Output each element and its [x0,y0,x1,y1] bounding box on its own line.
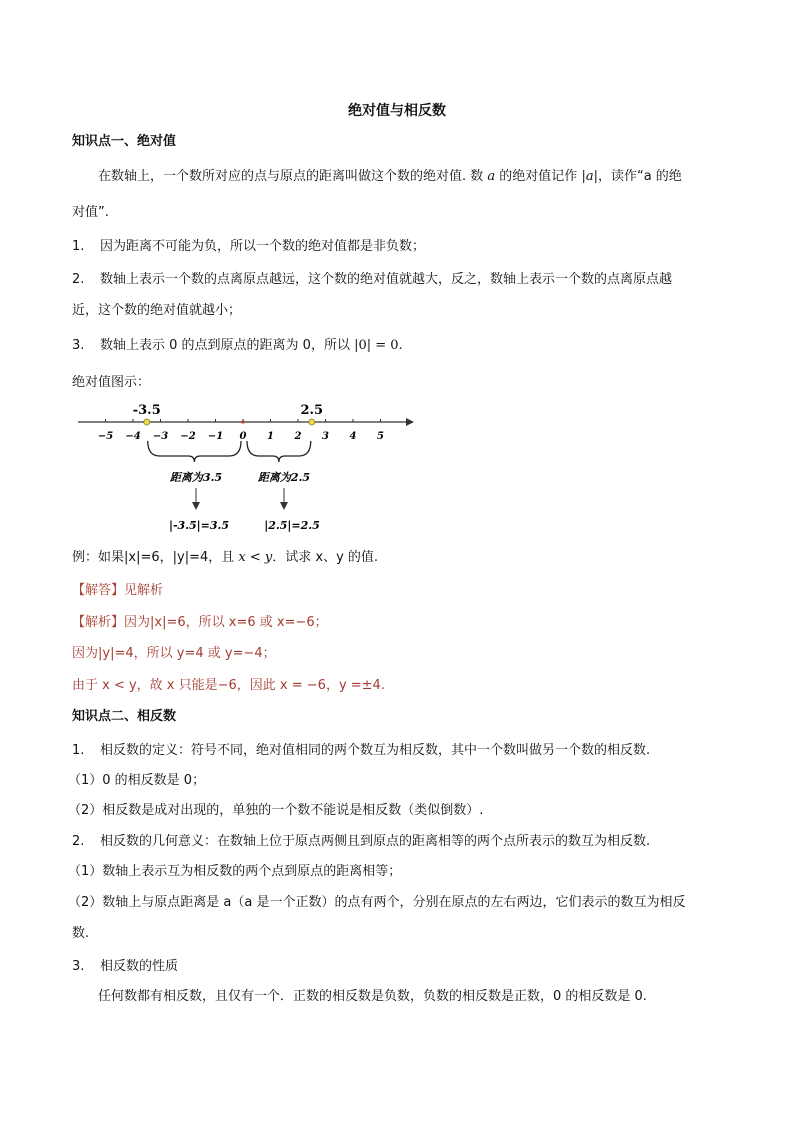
s2-item1 [72,742,650,760]
s1-intro-text-b: 的绝对值记作 [495,169,582,184]
right-distance-label: 距离为2.5 [257,471,311,484]
point-marker [309,419,315,425]
number-line-figure [72,398,422,538]
s2-item3 [72,958,178,976]
s1-intro-abs: |a| [581,169,598,184]
s2-item2 [72,833,650,851]
tick-label: −5 [97,431,114,442]
tick-label: −2 [180,431,196,442]
point-label: 2.5 [300,403,324,418]
left-distance-label: 距离为3.5 [169,471,223,484]
s2-item1-sub2: （2）相反数是成对出现的，单独的一个数不能说是相反数（类似倒数）. [68,803,484,818]
s2-item1-number: 1. [72,743,85,758]
s1-intro-text-a: 在数轴上，一个数所对应的点与原点的距离叫做这个数的绝对值. 数 [98,169,488,184]
s1-item3 [72,337,403,355]
s2-item2-sub2-cont: 数. [72,926,90,941]
s2-item2-sub2: （2）数轴上与原点距离是 a（a 是一个正数）的点有两个，分别在原点的左右两边，它们表示的数互为相反 [68,895,686,910]
left-distance-brace [148,441,241,462]
tick-label: 4 [349,431,357,442]
s1-item1 [72,238,425,256]
example-text-a: 例：如果|x|=6，|y|=4，且 [72,550,239,565]
s1-item2-number: 2. [72,272,85,287]
tick-label: 0 [239,431,247,442]
left-abs-result: |-3.5|=3.5 [168,519,230,532]
tick-label: 3 [322,431,329,442]
s1-item3-text-a: 数轴上表示 0 的点到原点的距离为 0，所以 [100,338,355,353]
tick-label: −3 [152,431,169,442]
example-question [72,549,378,567]
origin-dot [241,420,244,423]
s1-item1-text: 因为距离不可能为负，所以一个数的绝对值都是非负数； [100,239,426,254]
figure-caption: 绝对值图示： [72,375,151,390]
s1-intro-var: a [487,169,496,184]
s2-item1-text: 相反数的定义：符号不同，绝对值相同的两个数互为相反数，其中一个数叫做另一个数的相反数. [100,743,651,758]
example-analysis-line3: 由于 x < y，故 x 只能是−6，因此 x = −6，y =±4. [72,678,385,693]
s2-item2-sub1: （1）数轴上表示互为相反数的两个点到原点的距离相等； [68,864,402,879]
analysis-tag: 【解析】 [72,615,125,630]
s1-intro-line1 [98,168,682,186]
s2-item3-number: 3. [72,959,85,974]
s1-item3-formula: |0| = 0. [354,338,403,353]
axis-arrow-icon [406,418,414,426]
tick-label: 5 [377,431,384,442]
s1-item1-number: 1. [72,239,85,254]
s1-item2-text-a: 数轴上表示一个数的点离原点越远，这个数的绝对值就越大，反之，数轴上表示一个数的点离原点越 [100,272,673,287]
example-answer: 【解答】见解析 [72,583,164,598]
section2-heading: 知识点二、相反数 [72,709,177,724]
example-analysis-line2: 因为|y|=4，所以 y=4 或 y=−4； [72,646,276,661]
example-lt: < [245,550,265,565]
point-label: -3.5 [132,403,161,418]
example-analysis-line1 [72,614,328,632]
page-title: 绝对值与相反数 [348,103,446,119]
tick-label: −4 [125,431,141,442]
s2-item2-number: 2. [72,834,85,849]
s1-item2 [72,271,672,289]
s1-intro-text-c: ，读作“a 的绝 [597,169,682,184]
tick-label: 1 [267,431,274,442]
s1-item3-number: 3. [72,338,85,353]
section1-heading: 知识点一、绝对值 [72,134,177,149]
s2-item1-sub1: （1）0 的相反数是 0； [68,773,206,788]
analysis-text-1: 因为|x|=6，所以 x=6 或 x=−6； [124,615,328,630]
example-text-b: ．试求 x、y 的值. [272,550,379,565]
tick-label: 2 [294,431,302,442]
right-distance-brace [247,441,311,462]
s2-item3-text: 相反数的性质 [100,959,179,974]
example-var-y: y [264,550,273,565]
tick-label: −1 [207,431,224,442]
s1-item2-cont: 近，这个数的绝对值就越小； [72,303,242,318]
s1-intro-line2: 对值”. [72,205,109,220]
example-var-x: x [238,550,246,565]
right-abs-result: |2.5|=2.5 [264,519,320,532]
s2-item2-text: 相反数的几何意义：在数轴上位于原点两侧且到原点的距离相等的两个点所表示的数互为相反数. [100,834,651,849]
s2-item3-body: 任何数都有相反数，且仅有一个．正数的相反数是负数，负数的相反数是正数，0 的相反数是 0. [98,989,647,1004]
point-marker [144,419,150,425]
